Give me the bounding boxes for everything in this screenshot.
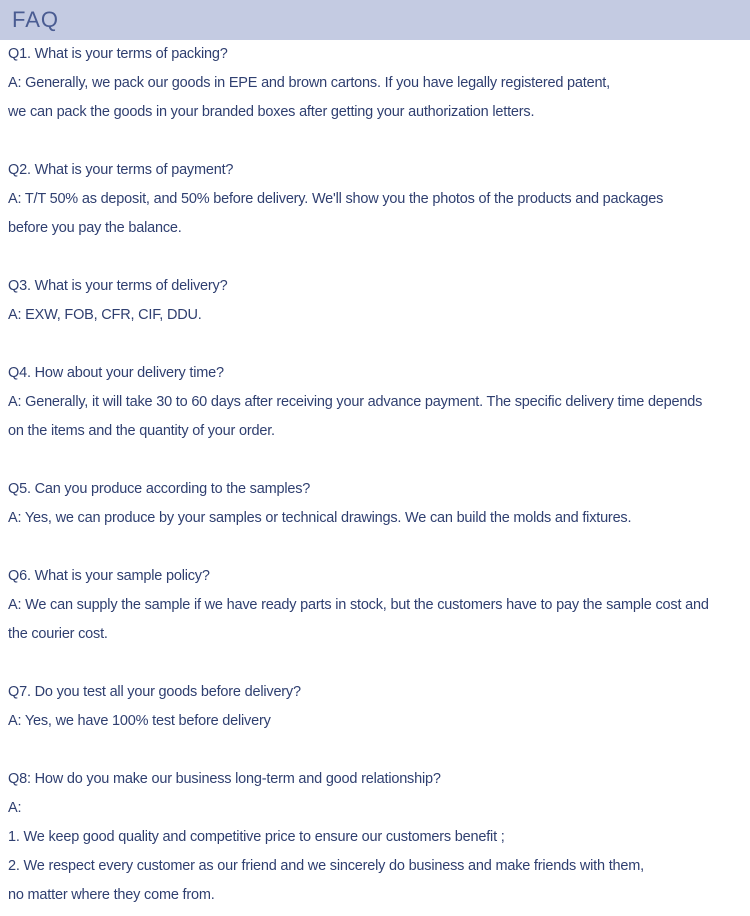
spacer (8, 330, 746, 359)
faq-answer-line: A: Yes, we have 100% test before delivery (8, 713, 271, 729)
faq-answer-line: 1. We keep good quality and competitive price to ensure our customers benefit ; (8, 829, 505, 845)
faq-item-6 (8, 562, 746, 649)
faq-item-5 (8, 475, 746, 533)
faq-answer-line: no matter where they come from. (8, 887, 215, 903)
faq-item-2 (8, 156, 746, 243)
faq-question: Q4. How about your delivery time? (8, 365, 224, 381)
faq-question: Q6. What is your sample policy? (8, 568, 210, 584)
faq-item-3 (8, 272, 746, 330)
spacer (8, 127, 746, 156)
faq-item-7 (8, 678, 746, 736)
faq-item-1 (8, 40, 746, 127)
spacer (8, 446, 746, 475)
faq-question: Q3. What is your terms of delivery? (8, 278, 228, 294)
spacer (8, 533, 746, 562)
faq-question: Q2. What is your terms of payment? (8, 162, 234, 178)
faq-answer-line: A: We can supply the sample if we have ready parts in stock, but the customers have to pay the sample cost and (8, 597, 709, 613)
page-title: FAQ (12, 7, 60, 32)
faq-answer-line: A: (8, 800, 22, 816)
faq-answer-line: 2. We respect every customer as our friend and we sincerely do business and make friends with them, (8, 858, 644, 874)
faq-answer-line: the courier cost. (8, 626, 108, 642)
faq-answer-line: A: EXW, FOB, CFR, CIF, DDU. (8, 307, 202, 323)
spacer (8, 649, 746, 678)
faq-item-8 (8, 765, 746, 910)
faq-question: Q1. What is your terms of packing? (8, 46, 228, 62)
spacer (8, 243, 746, 272)
faq-answer-line: A: Generally, we pack our goods in EPE and brown cartons. If you have legally registered patent, (8, 75, 610, 91)
faq-answer-line: we can pack the goods in your branded boxes after getting your authorization letters. (8, 104, 535, 120)
faq-answer-line: on the items and the quantity of your order. (8, 423, 275, 439)
faq-header (0, 0, 750, 40)
faq-answer-line: A: T/T 50% as deposit, and 50% before delivery. We'll show you the photos of the products and packages (8, 191, 664, 207)
faq-question: Q7. Do you test all your goods before delivery? (8, 684, 301, 700)
faq-answer-line: A: Yes, we can produce by your samples or technical drawings. We can build the molds and fixtures. (8, 510, 632, 526)
spacer (8, 736, 746, 765)
faq-content (0, 40, 750, 910)
faq-question: Q5. Can you produce according to the samples? (8, 481, 311, 497)
faq-answer-line: A: Generally, it will take 30 to 60 days after receiving your advance payment. The specific delivery time depends (8, 394, 703, 410)
faq-item-4 (8, 359, 746, 446)
faq-answer-line: before you pay the balance. (8, 220, 182, 236)
faq-question: Q8: How do you make our business long-term and good relationship? (8, 771, 441, 787)
